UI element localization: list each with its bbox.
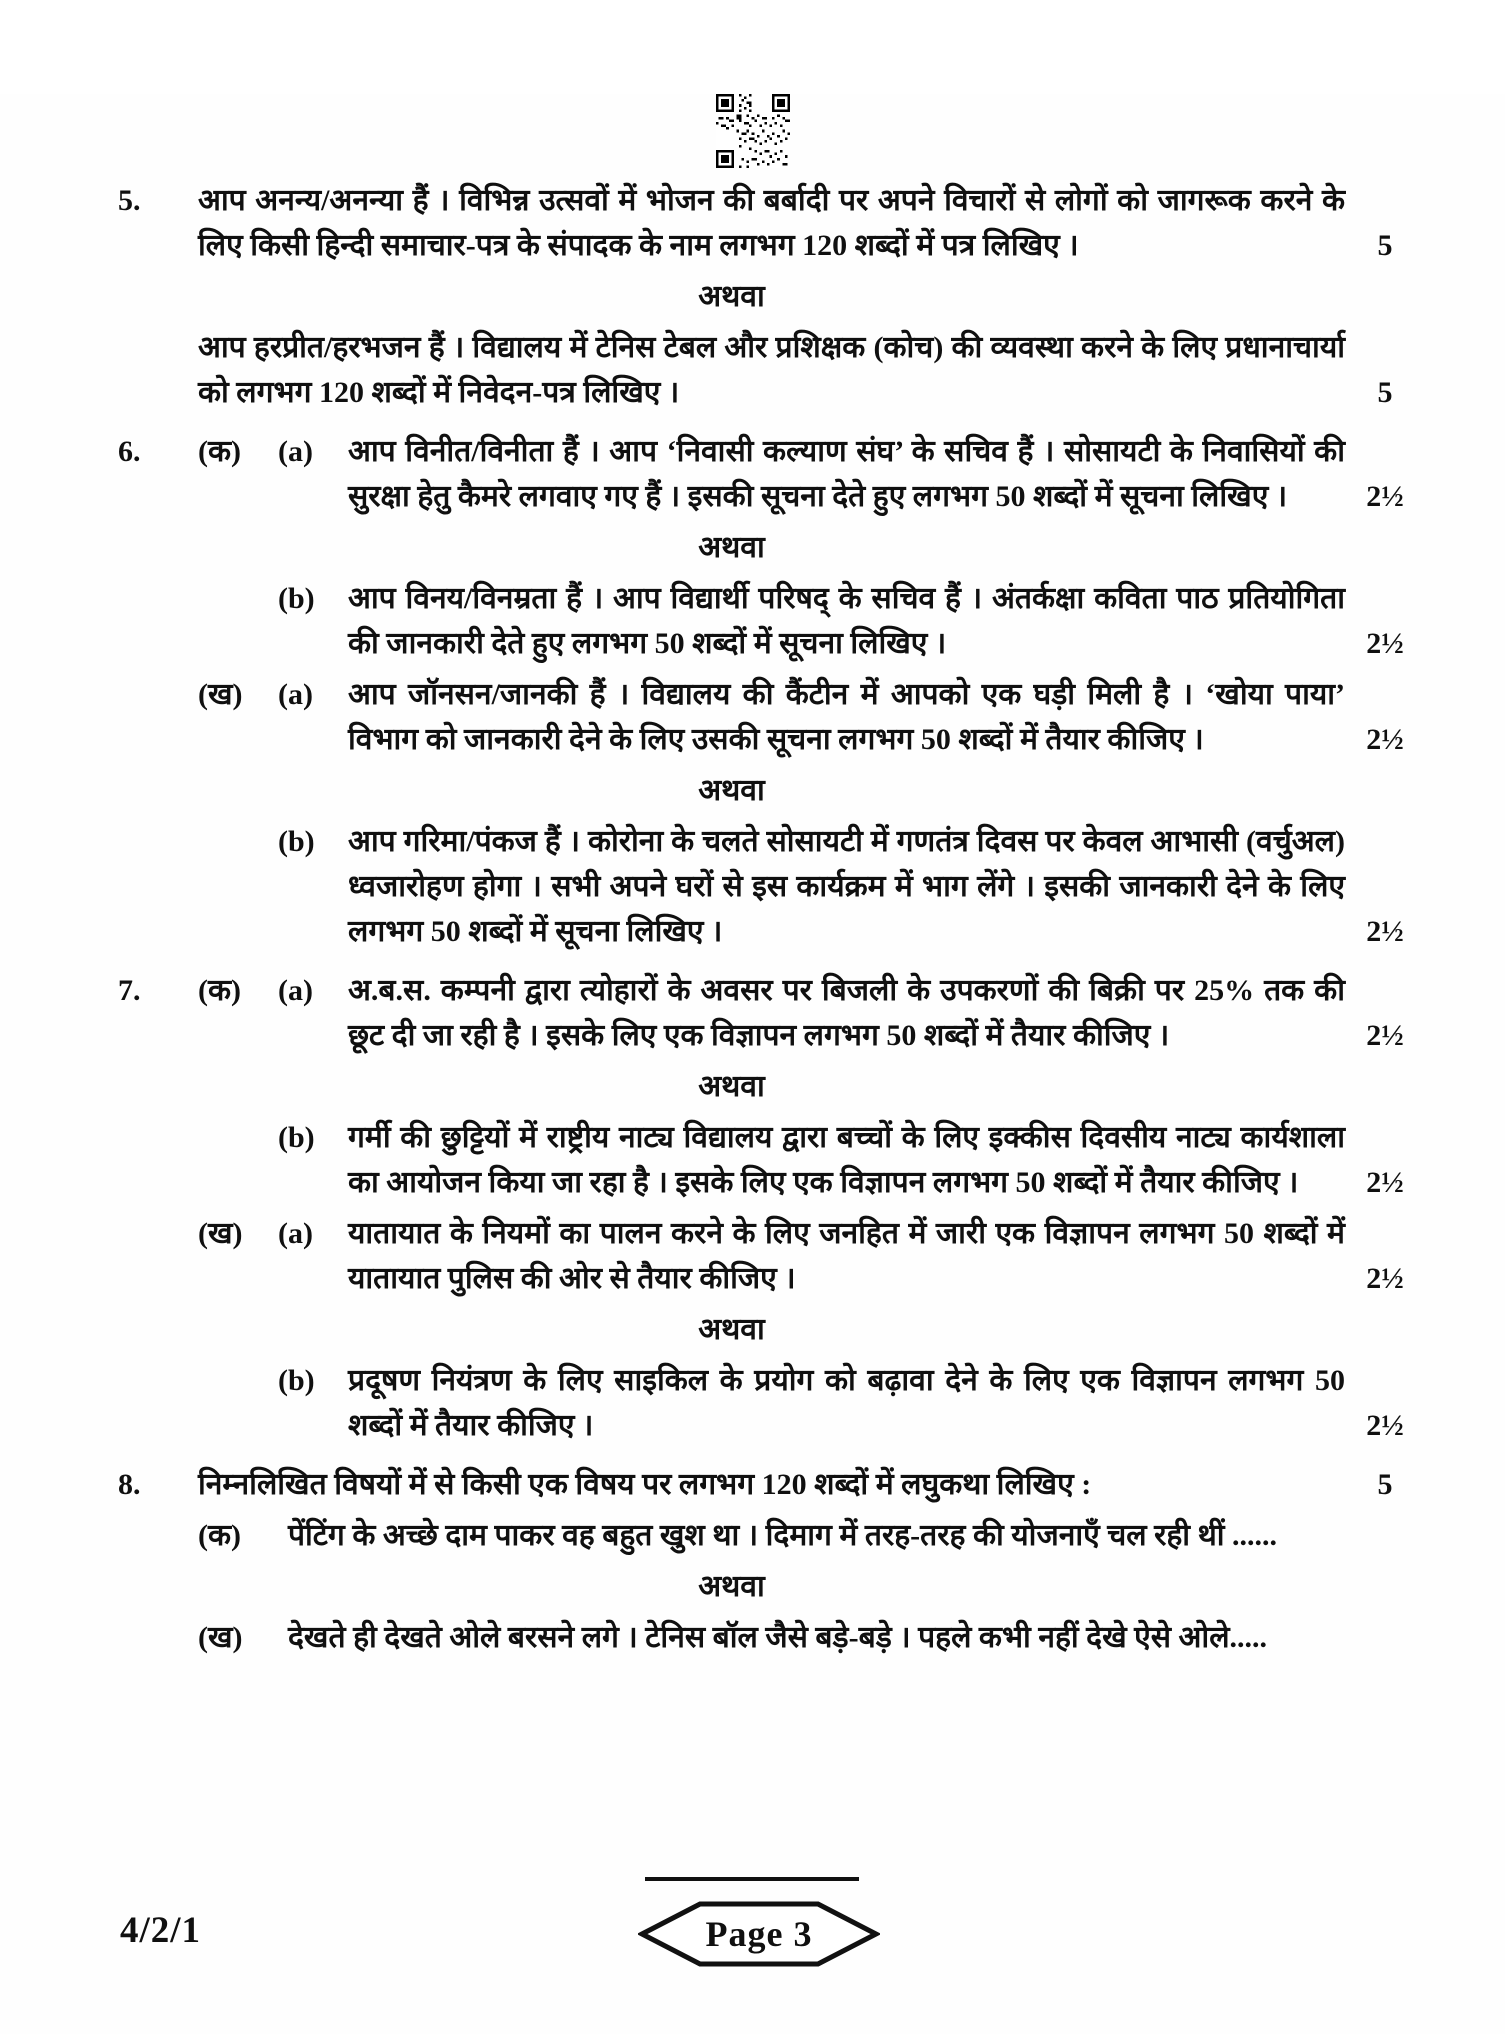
part-label: (ख) xyxy=(198,1621,243,1654)
question-6-part-ka-b xyxy=(118,576,1425,666)
question-7-part-kha-a xyxy=(118,1211,1425,1301)
marks-value: 2½ xyxy=(1366,1262,1404,1295)
question-8-intro xyxy=(118,1462,1425,1507)
subpart-label: (a) xyxy=(278,435,313,468)
subpart-label: (b) xyxy=(278,582,315,615)
qr-code xyxy=(716,94,790,168)
part-label: (ख) xyxy=(198,1217,243,1250)
question-5-option-a xyxy=(118,178,1425,268)
question-text: देखते ही देखते ओले बरसने लगे । टेनिस बॉल जैसे बड़े-बड़े । पहले कभी नहीं देखे ऐसे ओले..... xyxy=(288,1621,1268,1654)
or-divider xyxy=(118,274,1425,319)
marks-value: 2½ xyxy=(1366,915,1404,948)
or-divider xyxy=(118,1307,1425,1352)
exam-page xyxy=(0,94,1505,2034)
question-text: यातायात के नियमों का पालन करने के लिए जनहित में जारी एक विज्ञापन लगभग 50 शब्दों में यातायात पुलिस की ओर से तैयार कीजिए । xyxy=(348,1217,1345,1295)
question-7-part-kha-b xyxy=(118,1358,1425,1448)
or-divider xyxy=(118,1564,1425,1609)
subpart-label: (b) xyxy=(278,1121,315,1154)
marks-value: 5 xyxy=(1377,376,1393,409)
question-paper-body xyxy=(0,178,1505,1660)
question-text: प्रदूषण नियंत्रण के लिए साइकिल के प्रयोग को बढ़ावा देने के लिए एक विज्ञापन लगभग 50 शब्दों में तैयार कीजिए । xyxy=(348,1364,1345,1442)
question-text: आप अनन्य/अनन्या हैं । विभिन्न उत्सवों में भोजन की बर्बादी पर अपने विचारों से लोगों को जागरूक करने के लिए किसी हिन्दी समाचार-पत्र के संपादक के नाम लगभग 120 शब्दों में पत्र लिखिए । xyxy=(198,184,1345,262)
marks-value: 2½ xyxy=(1366,480,1404,513)
or-divider xyxy=(118,768,1425,813)
paper-code: 4/2/1 xyxy=(120,1910,202,1951)
question-text: आप गरिमा/पंकज हैं । कोरोना के चलते सोसायटी में गणतंत्र दिवस पर केवल आभासी (वर्चुअल) ध्वजारोहण होगा । सभी अपने घरों से इस कार्यक्रम में भाग लेंगे । इसकी जानकारी देने के लिए लगभग 50 शब्दों में सूचना लिखिए । xyxy=(348,825,1345,948)
footer-divider xyxy=(645,1877,859,1881)
or-divider xyxy=(118,525,1425,570)
or-label: अथवा xyxy=(698,280,765,313)
question-7-part-ka-a xyxy=(118,968,1425,1058)
marks-value: 5 xyxy=(1377,229,1393,262)
question-7-part-ka-b xyxy=(118,1115,1425,1205)
question-text: आप जॉनसन/जानकी हैं । विद्यालय की कैंटीन में आपको एक घड़ी मिली है । ‘खोया पाया’ विभाग को जानकारी देने के लिए उसकी सूचना लगभग 50 शब्दों में तैयार कीजिए । xyxy=(348,678,1345,756)
marks-value: 5 xyxy=(1377,1468,1393,1501)
marks-value: 2½ xyxy=(1366,723,1404,756)
marks-value: 2½ xyxy=(1366,1409,1404,1442)
marks-value: 2½ xyxy=(1366,1166,1404,1199)
question-text: आप विनीत/विनीता हैं । आप ‘निवासी कल्याण संघ’ के सचिव हैं । सोसायटी के निवासियों की सुरक्षा हेतु कैमरे लगवाए गए हैं । इसकी सूचना देते हुए लगभग 50 शब्दों में सूचना लिखिए । xyxy=(348,435,1345,513)
question-text: आप हरप्रीत/हरभजन हैं । विद्यालय में टेनिस टेबल और प्रशिक्षक (कोच) की व्यवस्था करने के लिए प्रधानाचार्या को लगभग 120 शब्दों में निवेदन-पत्र लिखिए । xyxy=(198,331,1345,409)
question-text xyxy=(198,1462,1345,1507)
part-label: (क) xyxy=(198,1519,242,1552)
question-8-part-ka xyxy=(118,1513,1425,1558)
or-divider xyxy=(118,1064,1425,1109)
marks-value: 2½ xyxy=(1366,627,1404,660)
question-number: 6. xyxy=(118,435,141,468)
question-5 xyxy=(118,178,1425,415)
or-label: अथवा xyxy=(698,774,765,807)
part-label: (क) xyxy=(198,974,242,1007)
question-8 xyxy=(118,1462,1425,1660)
question-text: अ.ब.स. कम्पनी द्वारा त्योहारों के अवसर पर बिजली के उपकरणों की बिक्री पर 25% तक की छूट दी जा रही है । इसके लिए एक विज्ञापन लगभग 50 शब्दों में तैयार कीजिए । xyxy=(348,974,1345,1052)
question-8-part-kha xyxy=(118,1615,1425,1660)
page-number-label: Page 3 xyxy=(705,1914,813,1954)
page-number-hexagon xyxy=(638,1900,880,1968)
subpart-label: (a) xyxy=(278,1217,313,1250)
part-label: (ख) xyxy=(198,678,243,711)
question-6-part-kha-b xyxy=(118,819,1425,954)
subpart-label: (b) xyxy=(278,825,315,858)
question-text: आप विनय/विनम्रता हैं । आप विद्यार्थी परिषद् के सचिव हैं । अंतर्कक्षा कविता पाठ प्रतियोगिता की जानकारी देते हुए लगभग 50 शब्दों में सूचना लिखिए । xyxy=(348,582,1345,660)
question-number: 8. xyxy=(118,1468,141,1501)
question-text: गर्मी की छुट्टियों में राष्ट्रीय नाट्य विद्यालय द्वारा बच्चों के लिए इक्कीस दिवसीय नाट्य कार्यशाला का आयोजन किया जा रहा है । इसके लिए एक विज्ञापन लगभग 50 शब्दों में तैयार कीजिए । xyxy=(348,1121,1345,1199)
subpart-label: (b) xyxy=(278,1364,315,1397)
question-6-part-kha-a xyxy=(118,672,1425,762)
question-5-option-b xyxy=(118,325,1425,415)
intro-text-bold: किसी एक xyxy=(461,1468,568,1501)
part-label: (क) xyxy=(198,435,242,468)
or-label: अथवा xyxy=(698,1313,765,1346)
intro-text-before: निम्नलिखित विषयों में से xyxy=(198,1468,462,1501)
or-label: अथवा xyxy=(698,1570,765,1603)
question-7 xyxy=(118,968,1425,1448)
intro-text-after: विषय पर लगभग 120 शब्दों में लघुकथा लिखिए : xyxy=(567,1468,1092,1501)
question-6 xyxy=(118,429,1425,954)
or-label: अथवा xyxy=(698,1070,765,1103)
marks-value: 2½ xyxy=(1366,1019,1404,1052)
question-number: 7. xyxy=(118,974,141,1007)
or-label: अथवा xyxy=(698,531,765,564)
subpart-label: (a) xyxy=(278,974,313,1007)
question-6-part-ka-a xyxy=(118,429,1425,519)
question-text: पेंटिंग के अच्छे दाम पाकर वह बहुत खुश था । दिमाग में तरह-तरह की योजनाएँ चल रही थीं ...... xyxy=(288,1519,1278,1552)
subpart-label: (a) xyxy=(278,678,313,711)
question-number: 5. xyxy=(118,184,141,217)
